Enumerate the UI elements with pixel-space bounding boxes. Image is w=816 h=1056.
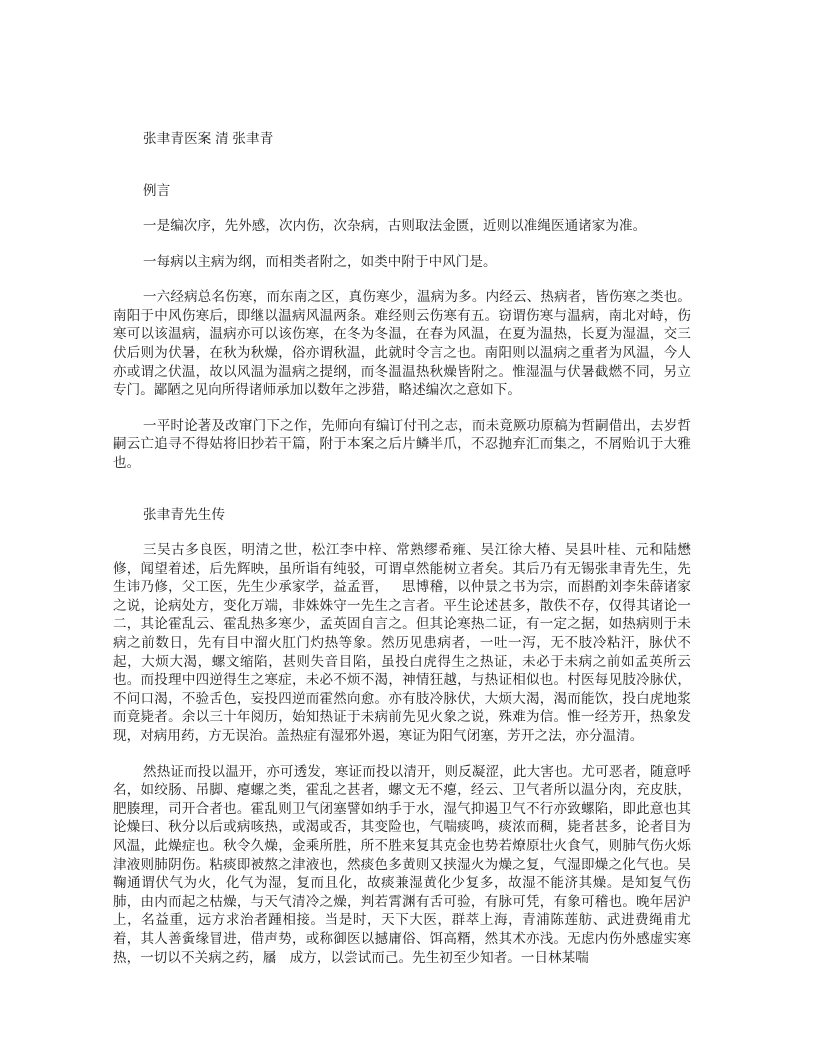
paragraph-liyan-2: 一每病以主病为纲，而相类者附之，如类中附于中风门是。 xyxy=(143,253,497,269)
paragraph-zhuan-1-part1: 三吴古多良医，明清之世，松江李中梓、常熟缪希雍、吴江徐大椿、吴县叶桂、元和陆懋修，闻望着述，后先辉映，虽所诣有纯驳，可谓卓然能树立者矣。其后乃有无锡张聿青先生，先生讳乃修，父工医，先生少承家学，益孟晋， xyxy=(113,542,691,595)
paragraph-zhuan-2-part2: 成方，以尝试而己。先生初至少知者。一日林某喘 xyxy=(289,949,589,965)
paragraph-zhuan-2-part1: 然热证而投以温开，亦可透发，寒证而投以清开，则反凝涩，此大害也。尤可恶者，随意呼名，如绞肠、吊脚、瘪螺之类，霍乱之甚者，螺文无不瘪，经云、卫气者所以温分肉，充皮肤，肥腠理，司开合者也。霍乱则卫气闭塞譬如纳手于水，湿气抑遏卫气不行亦致螺陷，即此意也其论燥曰、秋分以后或病咳热，或渴或否，其变险也，气喘痰鸣，痰浓而稠，毙者甚多，论者目为风温，此燥症也。秋令久燥，金乘所胜，所不胜来复其克金也势若燎原壮火食气，则肺气伤火烁津液则肺阴伤。粘痰即被熬之津液也，然痰色多黄则又挟湿火为燥之复，气湿即燥之化气也。吴鞠通谓伏气为火，化气为湿，复而且化，故痰兼湿黄化少复多，故湿不能济其燥。是知复气伤肺，由内而起之枯燥，与天气清冷之燥，判若霄渊有舌可验，有脉可凭，有象可稽也。晚年居沪上，名益重，远方求治者踵相接。当是时，天下大医，群萃上海，青浦陈莲舫、武进费绳甫尤着，其人善夤缘冒进，借声势，或称御医以撼庸俗、饵高糈，然其术亦浅。无虑内伤外感虚实寒热，一切以不关病之药，屩 xyxy=(113,763,691,965)
paragraph-zhuan-1 xyxy=(113,541,691,763)
paragraph-liyan-1: 一是编次序，先外感，次内伤，次杂病，古则取法金匮，近则以准绳医通诸家为准。 xyxy=(143,218,647,233)
paragraph-zhuan-2 xyxy=(113,763,691,968)
page-title: 张聿青医案 清 张聿青 xyxy=(143,131,274,146)
paragraph-liyan-4: 一平时论著及改窜门下之作，先师向有编订付刊之志，而未竟厥功原稿为哲嗣借出，去岁哲嗣云亡追寻不得姑将旧抄若干篇，附于本案之后片鳞半爪，不忍抛弃汇而集之，不屑贻讥于大雅也。 xyxy=(113,417,691,470)
document-content xyxy=(113,130,691,967)
section-heading-liyan: 例言 xyxy=(143,182,171,198)
paragraph-liyan-3: 一六经病总名伤寒，而东南之区，真伤寒少，温病为多。内经云、热病者，皆伤寒之类也。南阳于中风伤寒后，即继以温病风温两条。难经则云伤寒有五。窃谓伤寒与温病，南北对峙，伤寒可以该温病，温病亦可以该伤寒，在冬为冬温，在春为风温，在夏为温热，长夏为湿温，交三伏后则为伏暑，在秋为秋燥，俗亦谓秋温，此就时令言之也。南阳则以温病之重者为风温，今人亦或谓之伏温，故以风温为温病之提纲，而冬温温热秋燥皆附之。惟湿温与伏暑截燃不同，另立专门。鄙陋之见向所得诸师承加以数年之涉猎，略述编次之意如下。 xyxy=(113,289,691,398)
section-heading-zhuan: 张聿青先生传 xyxy=(143,506,226,522)
paragraph-zhuan-1-part2: 思博稽，以仲景之书为宗，而斟酌刘李朱薛诸家之说，论病处方，变化万端，非姝姝守一先生之言者。平生论述甚多，散佚不存，仅得其诸论一二，其论霍乱云、霍乱热多寒少，孟英固自言之。但其论寒热二证，有一定之据，如热病则于未病之前数日，先有目中溜火肛门灼热等象。然历见患病者，一吐一泻，无不肢冷粘汗，脉伏不起，大烦大渴，螺文缩陷，甚则失音目陷，虽投白虎得生之热证，未必于未病之前如孟英所云也。而投理中四逆得生之寒症，未必不烦不渴，神情狂越，与热证相似也。村医每见肢冷脉伏，不问口渴，不验舌色，妄投四逆而霍然向愈。亦有肢冷脉伏，大烦大渴，渴而能饮，投白虎地浆而竟毙者。余以三十年阅历，始知热证于未病前先见火象之说，殊难为信。惟一经芳开，热象发现，对病用药，方无误治。盖热症有湿邪外遏，寒证为阳气闭塞，芳开之法，亦分温清。 xyxy=(113,579,692,743)
